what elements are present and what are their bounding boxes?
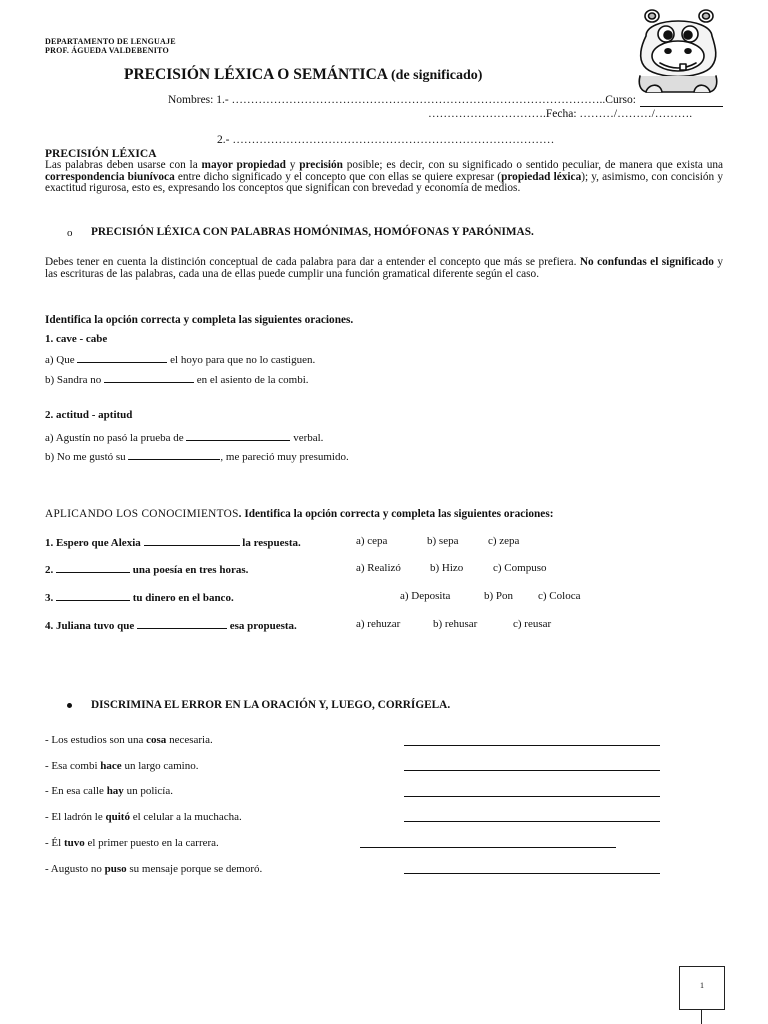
correction-field-2[interactable] [404, 770, 660, 771]
group2-title: 2. actitud - aptitud [45, 409, 133, 421]
intro-heading: PRECISIÓN LÉXICA [45, 148, 157, 160]
section1-heading: PRECISIÓN LÉXICA CON PALABRAS HOMÓNIMAS, HOMÓFONAS Y PARÓNIMAS. [91, 226, 534, 238]
item3-option-a[interactable]: a) Deposita [400, 590, 451, 602]
exercise3-heading: DISCRIMINA EL ERROR EN LA ORACIÓN Y, LUEGO, CORRÍGELA. [91, 699, 451, 711]
department-label: DEPARTAMENTO DE LENGUAJE [45, 37, 176, 46]
group1-sentence-b: b) Sandra no en el asiento de la combi. [45, 374, 309, 386]
error-sentence-3: - En esa calle hay un policía. [45, 785, 173, 797]
exercise2-heading: APLICANDO LOS CONOCIMIENTOS. Identifica la opción correcta y completa las siguientes oraciones: [45, 508, 554, 520]
hippo-mascot-icon [636, 6, 720, 98]
blank-field[interactable] [128, 449, 220, 460]
blank-field[interactable] [56, 562, 130, 573]
page-number: 1 [700, 981, 704, 990]
professor-label: PROF. ÁGUEDA VALDEBENITO [45, 46, 169, 55]
page-number-box [679, 966, 725, 1010]
blank-field[interactable] [144, 535, 240, 546]
error-sentence-1: - Los estudios son una cosa necesaria. [45, 734, 213, 746]
item2-option-a[interactable]: a) Realizó [356, 562, 401, 574]
item1-option-a[interactable]: a) cepa [356, 535, 388, 547]
item4-sentence: 4. Juliana tuvo que esa propuesta. [45, 620, 297, 632]
blank-field[interactable] [104, 372, 194, 383]
blank-field[interactable] [137, 618, 227, 629]
curso-field[interactable] [640, 106, 723, 107]
error-sentence-5: - Él tuvo el primer puesto en la carrera. [45, 837, 219, 849]
item1-sentence: 1. Espero que Alexia la respuesta. [45, 537, 301, 549]
correction-field-6[interactable] [404, 873, 660, 874]
correction-field-5[interactable] [360, 847, 616, 848]
error-sentence-6: - Augusto no puso su mensaje porque se demoró. [45, 863, 263, 875]
item4-option-a[interactable]: a) rehuzar [356, 618, 401, 630]
page-number-divider [701, 1009, 702, 1024]
section-bullet-icon [67, 703, 72, 708]
blank-field[interactable] [77, 352, 167, 363]
group1-title: 1. cave - cabe [45, 333, 108, 345]
names-line-1: Nombres: 1.- ……………………………………………………………………………………..Curso: [168, 94, 636, 106]
correction-field-4[interactable] [404, 821, 660, 822]
item4-option-b[interactable]: b) rehusar [433, 618, 478, 630]
item2-sentence: 2. una poesía en tres horas. [45, 564, 249, 576]
exercise1-instruction: Identifica la opción correcta y completa las siguientes oraciones. [45, 314, 354, 326]
names-line-2: 2.- ………………………………………………………………………… [217, 134, 555, 146]
page-title: PRECISIÓN LÉXICA O SEMÁNTICA (de significado) [124, 66, 483, 83]
item2-option-c[interactable]: c) Compuso [493, 562, 547, 574]
correction-field-3[interactable] [404, 796, 660, 797]
error-sentence-4: - El ladrón le quitó el celular a la muchacha. [45, 811, 242, 823]
item3-sentence: 3. tu dinero en el banco. [45, 592, 234, 604]
item4-option-c[interactable]: c) reusar [513, 618, 552, 630]
error-sentence-2: - Esa combi hace un largo camino. [45, 760, 199, 772]
section-bullet-icon: o [67, 227, 73, 239]
item1-option-c[interactable]: c) zepa [488, 535, 520, 547]
item1-option-b[interactable]: b) sepa [427, 535, 459, 547]
correction-field-1[interactable] [404, 745, 660, 746]
group1-sentence-a: a) Que el hoyo para que no lo castiguen. [45, 354, 316, 366]
blank-field[interactable] [56, 590, 130, 601]
fecha-line: ………………………….Fecha: ………/………/………. [428, 108, 693, 120]
section1-paragraph: Debes tener en cuenta la distinción conceptual de cada palabra para dar a entender el concepto que más se prefiera. No confundas el significado y las escrituras de las palabras, cada una de ellas puede cumplir una función gramatical diferente según el caso. [45, 256, 723, 280]
item3-option-b[interactable]: b) Pon [484, 590, 514, 602]
intro-paragraph: Las palabras deben usarse con la mayor propiedad y precisión posible; es decir, con su significado o sentido peculiar, de manera que exista una correspondencia biunívoca entre dicho significado y el concepto que con ellas se quiere expresar (propiedad léxica); y, asimismo, con concisión y exactitud rigurosa, esto es, expresando los conceptos que significan con brevedad y economía de medios. [45, 159, 724, 195]
group2-sentence-a: a) Agustín no pasó la prueba de verbal. [45, 432, 324, 444]
blank-field[interactable] [186, 430, 290, 441]
group2-sentence-b: b) No me gustó su , me pareció muy presumido. [45, 451, 349, 463]
item3-option-c[interactable]: c) Coloca [538, 590, 581, 602]
item2-option-b[interactable]: b) Hizo [430, 562, 464, 574]
